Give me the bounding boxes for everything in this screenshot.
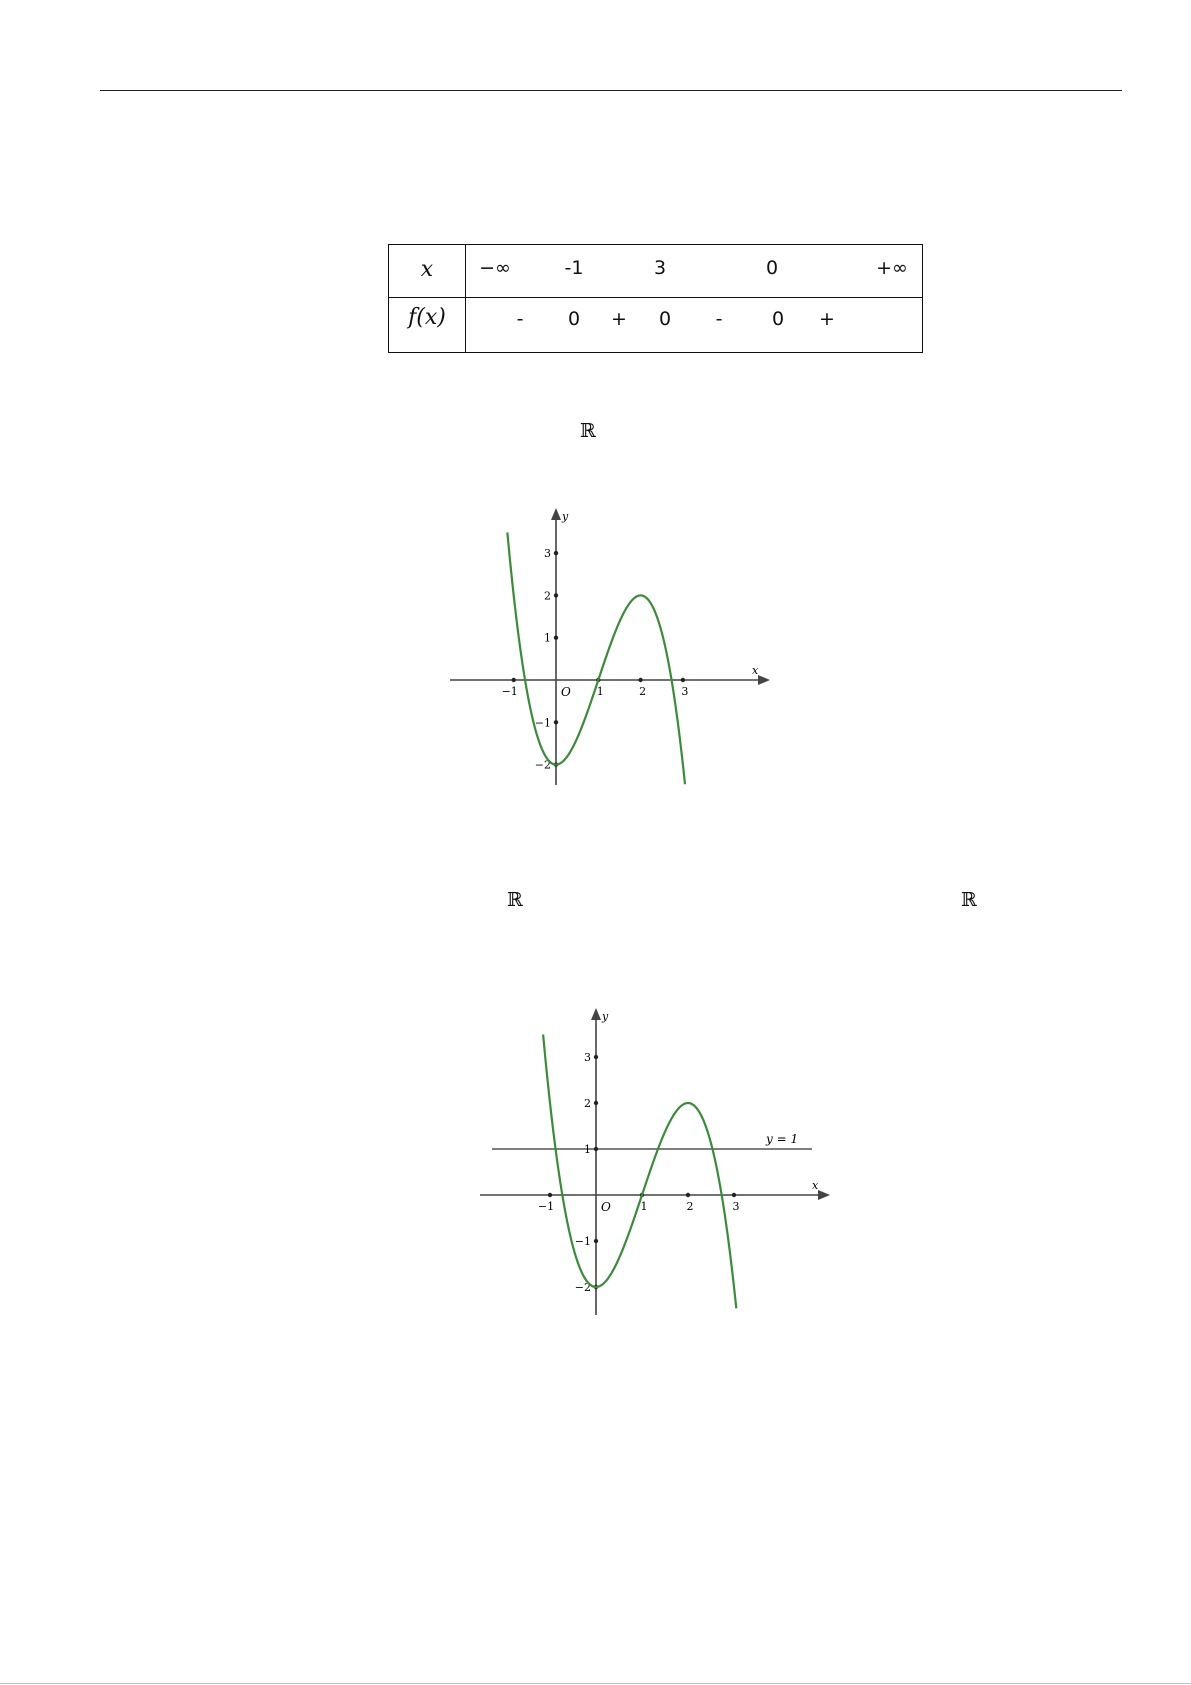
y-tick-label: −1 — [574, 1235, 591, 1248]
y-axis-label: y — [602, 1010, 609, 1023]
x-axis-label: x — [812, 1179, 819, 1192]
y-axis-arrow — [591, 1008, 601, 1020]
horizontal-line-label: y = 1 — [766, 1132, 799, 1146]
x-tick-label: 1 — [596, 685, 604, 698]
x-tick-dot — [638, 678, 642, 682]
y-tick-dot — [554, 593, 558, 597]
x-tick-label: 3 — [681, 685, 689, 698]
bottom-rule — [0, 1683, 1191, 1684]
function-curve — [507, 532, 685, 784]
y-tick-label: −1 — [534, 716, 551, 730]
reals-symbol: ℝ — [507, 889, 523, 911]
x-value: 3 — [653, 257, 667, 279]
function-curve — [543, 1035, 736, 1309]
x-value: +∞ — [876, 257, 908, 279]
f-sign: 0 — [567, 308, 581, 330]
y-tick-label: 2 — [584, 1097, 591, 1110]
reals-symbol: ℝ — [961, 889, 977, 911]
y-tick-dot — [554, 551, 558, 555]
origin-label: O — [601, 1200, 611, 1214]
f-sign: + — [611, 308, 627, 330]
y-tick-dot — [594, 1239, 598, 1243]
x-tick-dot — [512, 678, 516, 682]
header-rule — [100, 90, 1122, 91]
x-tick-label: 1 — [640, 1200, 648, 1213]
y-tick-label: 3 — [544, 547, 551, 561]
f-sign: + — [819, 308, 835, 330]
x-tick-label: −1 — [501, 685, 518, 698]
x-tick-label: −1 — [537, 1200, 555, 1213]
x-value: −∞ — [479, 257, 511, 279]
x-tick-label: 2 — [686, 1200, 694, 1213]
y-tick-label: 3 — [584, 1051, 591, 1064]
y-tick-label: 1 — [544, 631, 551, 645]
y-axis-label: y — [562, 510, 569, 523]
function-graph-1 — [440, 505, 780, 790]
y-tick-dot — [554, 636, 558, 640]
y-tick-dot — [594, 1147, 598, 1151]
y-tick-label: −2 — [534, 758, 551, 772]
x-tick-label: 3 — [732, 1200, 740, 1213]
x-value: -1 — [564, 257, 584, 279]
y-axis-arrow — [551, 508, 561, 520]
y-tick-dot — [594, 1101, 598, 1105]
y-tick-label: −2 — [574, 1281, 591, 1294]
y-tick-label: 1 — [584, 1143, 591, 1156]
table-x-label: x — [420, 257, 434, 282]
x-tick-dot — [732, 1193, 736, 1197]
table-f-label: f(x) — [408, 305, 446, 330]
x-axis-arrow — [818, 1190, 830, 1200]
y-tick-dot — [594, 1055, 598, 1059]
sign-table — [388, 244, 923, 353]
reals-symbol: ℝ — [580, 420, 596, 442]
y-tick-label: 2 — [544, 589, 551, 603]
x-tick-dot — [681, 678, 685, 682]
table-col-divider — [465, 245, 466, 352]
function-graph-2 — [470, 1005, 840, 1325]
f-sign: 0 — [658, 308, 672, 330]
x-axis-arrow — [758, 675, 770, 685]
x-tick-label: 2 — [639, 685, 647, 698]
f-sign: 0 — [771, 308, 785, 330]
table-row-divider — [389, 297, 922, 298]
origin-label: O — [561, 685, 571, 699]
y-tick-dot — [554, 720, 558, 724]
f-sign: - — [516, 308, 524, 330]
x-tick-dot — [548, 1193, 552, 1197]
x-value: 0 — [765, 257, 779, 279]
x-tick-dot — [686, 1193, 690, 1197]
x-axis-label: x — [752, 664, 759, 677]
f-sign: - — [715, 308, 723, 330]
